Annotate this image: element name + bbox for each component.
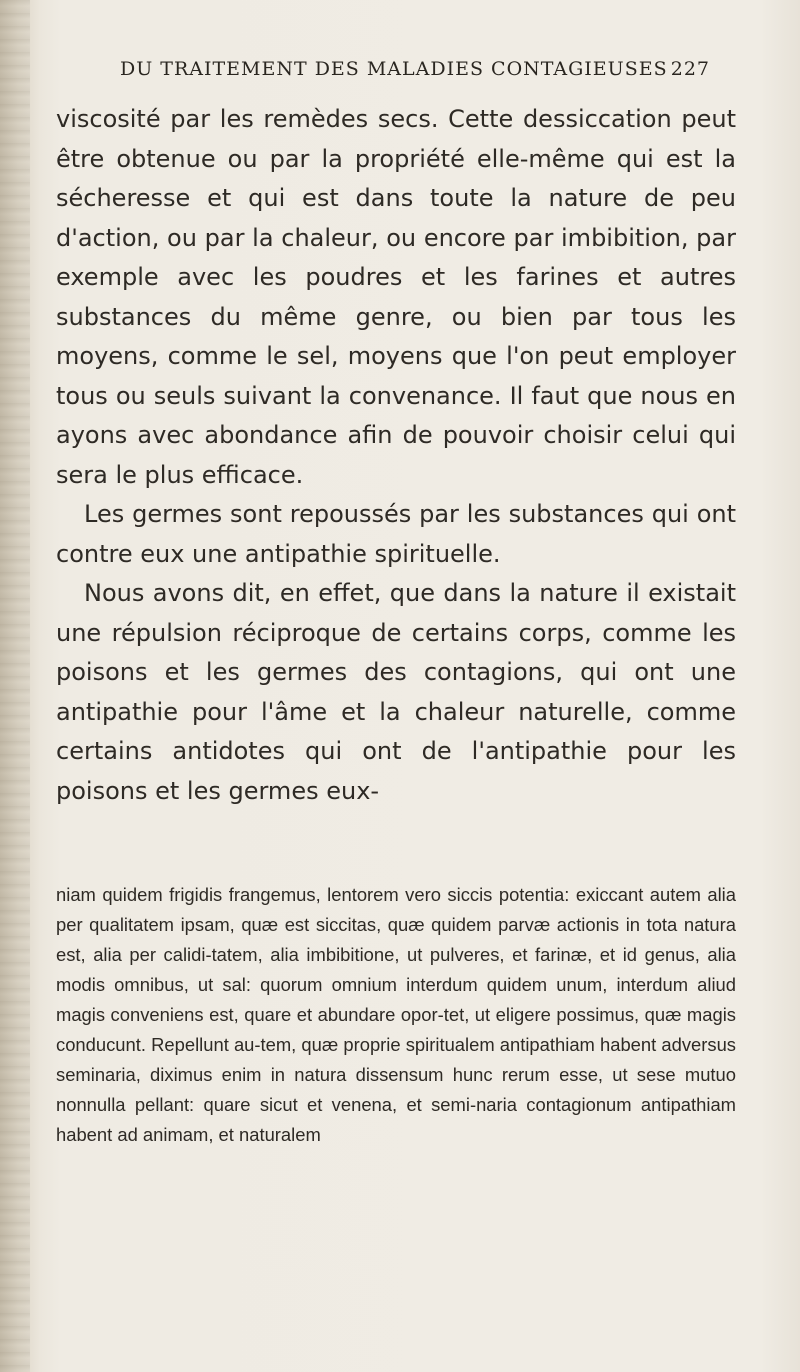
paragraph-3: Nous avons dit, en effet, que dans la nature il existait une répulsion réciproque de certains corps, comme les poisons et les germes des contagions, qui ont une antipathie pour l'âme et la chaleur naturelle, comme certains antidotes qui ont de l'antipathie pour les poisons et les germes eux- [56,579,736,805]
page-edge-stain [0,0,30,1372]
paragraph-1: viscosité par les remèdes secs. Cette dessiccation peut être obtenue ou par la propriété elle-même qui est la sécheresse et qui est dans toute la nature de peu d'action, ou par la chaleur, ou encore par imbibition, par exemple avec les poudres et les farines et autres substances du même genre, ou bien par tous les moyens, comme le sel, moyens que l'on peut employer tous ou seuls suivant la convenance. Il faut que nous en ayons avec abondance afin de pouvoir choisir celui qui sera le plus efficace. [56,105,736,489]
main-text [56,100,736,811]
page-number: 227 [670,58,710,80]
latin-footnote [56,880,736,1150]
latin-footnote-text: niam quidem frigidis frangemus, lentorem vero siccis potentia: exiccant autem alia per qualitatem ipsam, quæ est siccitas, quæ quidem parvæ actionis in tota natura est, alia per calidi-tatem, alia imbibitione, ut pulveres, et farinæ, et id genus, alia modis omnibus, ut sal: quorum omnium interdum quidem unum, interdum aliud magis conveniens est, quare et abundare opor-tet, ut eligere possimus, quæ magis conducunt. Repellunt au-tem, quæ proprie spiritualem antipathiam habent adversus seminaria, diximus enim in natura dissensum hunc rerum esse, ut sese mutuo nonnulla pellant: quare sicut et venena, et semi-naria contagionum antipathiam habent ad animam, et naturalem [56,884,736,1145]
running-header-title: DU TRAITEMENT DES MALADIES CONTAGIEUSES [120,58,668,80]
paragraph-2: Les germes sont repoussés par les substances qui ont contre eux une antipathie spirituelle. [56,500,736,568]
